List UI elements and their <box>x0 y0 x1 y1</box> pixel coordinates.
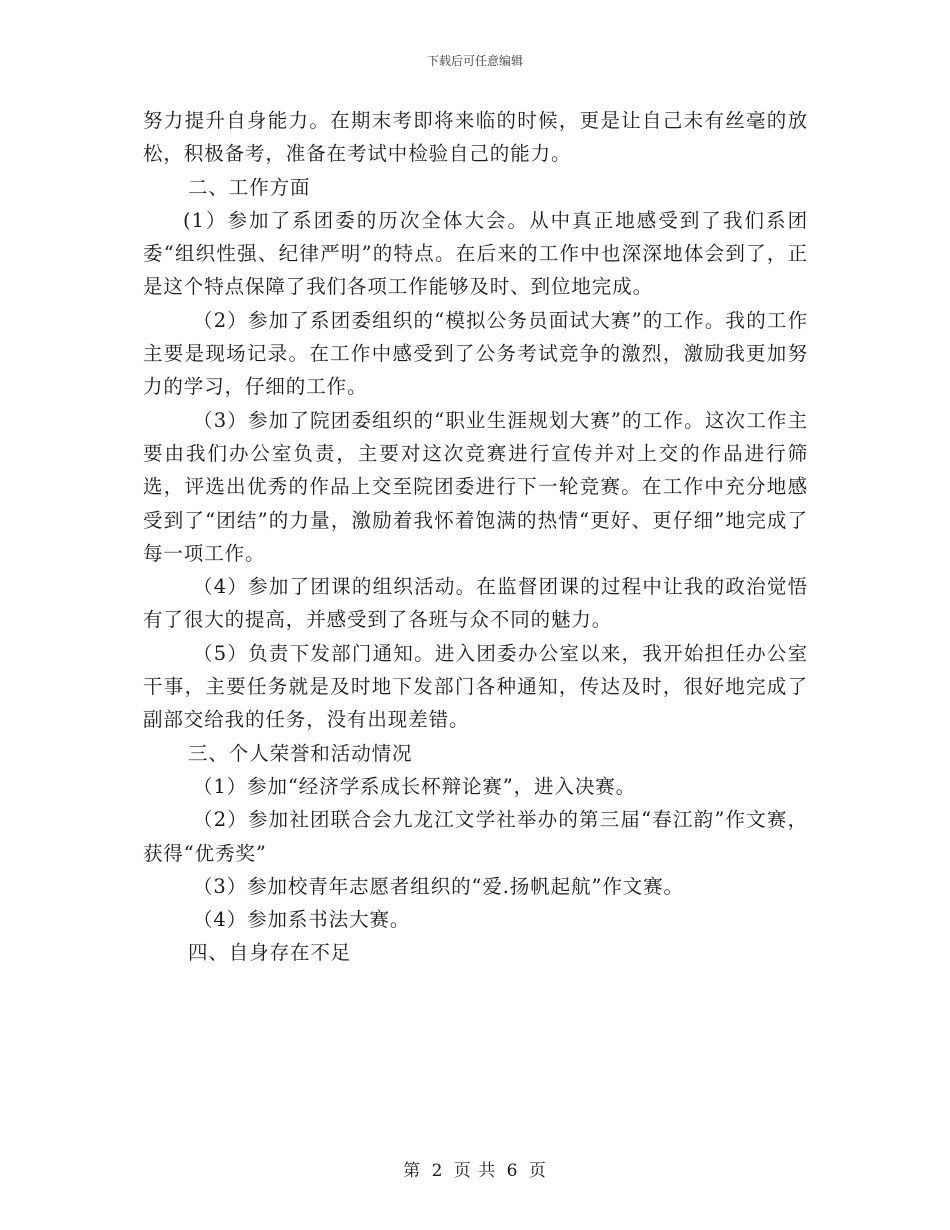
document-body <box>143 104 808 970</box>
paragraph-honor-item-4: （4）参加系书法大赛。 <box>193 908 411 932</box>
footer-prefix: 第 <box>403 1161 422 1181</box>
section-heading-work: 二、工作方面 <box>188 175 311 199</box>
header-note: 下载后可任意编辑 <box>426 54 523 68</box>
current-page-number: 2 <box>431 1161 444 1181</box>
footer-middle: 页 共 <box>453 1161 497 1181</box>
page-footer <box>0 1156 950 1181</box>
paragraph-honor-item-3: （3）参加校青年志愿者组织的“爱.扬帆起航”作文赛。 <box>193 874 684 898</box>
paragraph-continuation: 努力提升自身能力。在期末考即将来临的时候，更是让自己未有丝毫的放松，积极备考，准备在考试中检验自己的能力。 <box>143 109 808 166</box>
paragraph-honor-item-1: （1）参加“经济学系成长杯辩论赛”，进入决赛。 <box>193 774 637 798</box>
section-heading-shortcomings: 四、自身存在不足 <box>188 941 352 965</box>
paragraph-work-item-5: （5）负责下发部门通知。进入团委办公室以来，我开始担任办公室干事，主要任务就是及时地下发部门各种通知，传达及时，很好地完成了副部交给我的任务，没有出现差错。 <box>143 641 808 732</box>
footer-suffix: 页 <box>528 1161 547 1181</box>
paragraph-work-item-4: （4）参加了团课的组织活动。在监督团课的过程中让我的政治觉悟有了很大的提高，并感受到了各班与众不同的魅力。 <box>143 575 808 632</box>
total-page-count: 6 <box>506 1161 519 1181</box>
section-heading-honors: 三、个人荣誉和活动情况 <box>188 741 413 765</box>
paragraph-work-item-2: （2）参加了系团委组织的“模拟公务员面试大赛”的工作。我的工作主要是现场记录。在工作中感受到了公务考试竞争的激烈，激励我更加努力的学习，仔细的工作。 <box>143 308 808 399</box>
paragraph-work-item-1: (1）参加了系团委的历次全体大会。从中真正地感受到了我们系团委“组织性强、纪律严明”的特点。在后来的工作中也深深地体会到了，正是这个特点保障了我们各项工作能够及时、到位地完成。 <box>143 208 808 299</box>
paragraph-work-item-3: （3）参加了院团委组织的“职业生涯规划大赛”的工作。这次工作主要由我们办公室负责，主要对这次竞赛进行宣传并对上交的作品进行筛选，评选出优秀的作品上交至院团委进行下一轮竞赛。在工作中充分地感受到了“团结”的力量，激励着我怀着饱满的热情“更好、更仔细”地完成了每一项工作。 <box>143 408 808 565</box>
paragraph-honor-item-2: （2）参加社团联合会九龙江文学社举办的第三届“春江韵”作文赛，获得“优秀奖” <box>143 808 808 865</box>
